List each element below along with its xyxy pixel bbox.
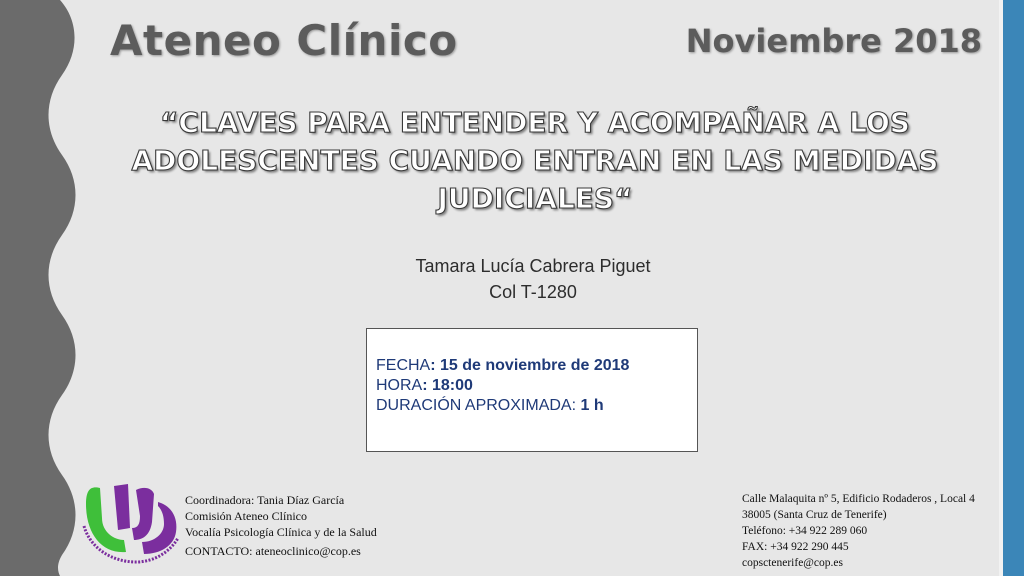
- event-month: Noviembre 2018: [685, 22, 982, 60]
- talk-title-line: “CLAVES PARA ENTENDER Y ACOMPAÑAR A LOS: [160, 106, 910, 139]
- event-time-row: [376, 376, 697, 396]
- speaker-registration: Col T-1280: [489, 282, 577, 302]
- event-date-row: [376, 356, 697, 376]
- speaker-name: Tamara Lucía Cabrera Piguet: [415, 256, 651, 276]
- event-date-value: : 15 de noviembre de 2018: [430, 357, 630, 374]
- address-line: 38005 (Santa Cruz de Tenerife): [742, 509, 887, 521]
- speaker-block: [300, 253, 766, 305]
- contact-email: CONTACTO: ateneoclinico@cop.es: [185, 544, 361, 558]
- phone-text: Teléfono: +34 922 289 060: [742, 525, 868, 537]
- organizer-info: [185, 492, 377, 559]
- fax-text: FAX: +34 922 290 445: [742, 541, 849, 553]
- right-decorative-stripe: [1003, 0, 1024, 576]
- event-time-label: HORA: [376, 377, 423, 394]
- event-time-value: : 18:00: [422, 377, 473, 394]
- coordinator-text: Coordinadora: Tania Díaz García: [185, 493, 345, 507]
- page-title: Ateneo Clínico: [110, 16, 458, 65]
- event-info-box: [366, 328, 698, 452]
- talk-title-line: JUDICIALES“: [437, 182, 633, 215]
- commission-text: Comisión Ateneo Clínico: [185, 509, 307, 523]
- address-line: Calle Malaquita nº 5, Edificio Rodaderos , Local 4: [742, 493, 975, 505]
- college-logo: [78, 482, 186, 570]
- event-duration-value: 1 h: [580, 397, 604, 414]
- event-duration-row: [376, 396, 697, 416]
- address-block: [742, 491, 975, 571]
- talk-title: [110, 104, 960, 218]
- talk-title-line: ADOLESCENTES CUANDO ENTRAN EN LAS MEDIDAS: [131, 144, 939, 177]
- vocalia-text: Vocalía Psicología Clínica y de la Salud: [185, 525, 377, 539]
- email-text: copsctenerife@cop.es: [742, 557, 843, 569]
- event-date-label: FECHA: [376, 357, 431, 374]
- left-decorative-band: [0, 0, 80, 576]
- event-duration-label: DURACIÓN APROXIMADA:: [376, 397, 581, 414]
